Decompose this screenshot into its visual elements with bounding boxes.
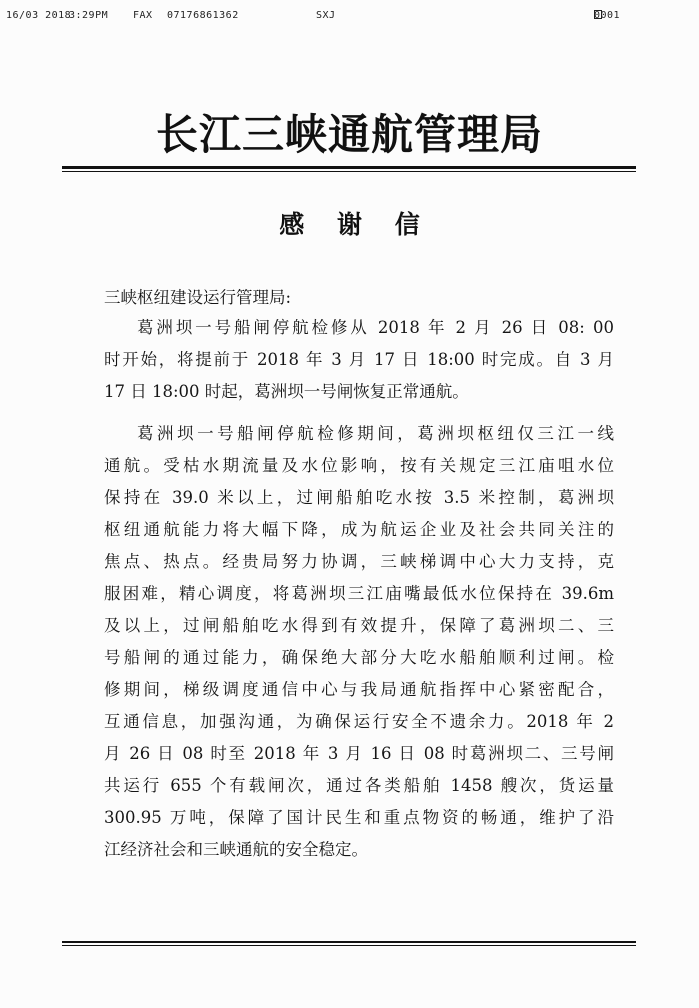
footer-rule-thick xyxy=(62,941,636,943)
paragraph-line: 葛洲坝一号船闸停航检修从 2018 年 2 月 26 日 08: 00 xyxy=(137,318,614,337)
letter-title: 感 谢 信 xyxy=(279,210,432,239)
paragraph-line: 月 26 日 08 时至 2018 年 3 月 16 日 08 时葛洲坝二、三号闸 xyxy=(104,744,614,763)
paragraph-line: 号船闸的通过能力，确保绝大部分大吃水船舶顺利过闸。检 xyxy=(104,648,614,667)
paragraph-line: 修期间，梯级调度通信中心与我局通航指挥中心紧密配合， xyxy=(104,680,614,699)
paragraph-line: 17 日 18:00 时起，葛洲坝一号闸恢复正常通航。 xyxy=(104,382,469,401)
paragraph-line: 保持在 39.0 米以上，过闸船舶吃水按 3.5 米控制，葛洲坝 xyxy=(104,488,614,507)
fax-date: 16/03 2018 xyxy=(6,10,72,21)
organization-title: 长江三峡通航管理局 xyxy=(155,110,543,159)
fax-header xyxy=(6,10,686,26)
paragraph-line: 通航。受枯水期流量及水位影响，按有关规定三江庙咀水位 xyxy=(104,456,614,475)
paragraph-line: 枢纽通航能力将大幅下降，成为航运企业及社会共同关注的 xyxy=(104,520,614,539)
paragraph-line: 及以上，过闸船舶吃水得到有效提升，保障了葛洲坝二、三 xyxy=(104,616,614,635)
paragraph-line: 服困难，精心调度，将葛洲坝三江庙嘴最低水位保持在 39.6m xyxy=(104,584,614,603)
paragraph-1 xyxy=(104,312,614,408)
fax-page-number: 0001 xyxy=(594,10,621,21)
letterhead-rule-thin xyxy=(62,171,636,172)
paragraph-line: 互通信息，加强沟通，为确保运行安全不遗余力。2018 年 2 xyxy=(104,712,614,731)
letterhead-rule-thick xyxy=(62,166,636,169)
paragraph-line: 时开始，将提前于 2018 年 3 月 17 日 18:00 时完成。自 3 月 xyxy=(104,350,614,369)
paragraph-2 xyxy=(104,418,614,866)
footer-rule-thin xyxy=(62,945,636,946)
fax-station: SXJ xyxy=(316,10,336,21)
paragraph-line: 300.95 万吨，保障了国计民生和重点物资的畅通，维护了沿 xyxy=(104,808,614,827)
paragraph-line: 共运行 655 个有载闸次，通过各类船舶 1458 艘次，货运量 xyxy=(104,776,614,795)
paragraph-line: 江经济社会和三峡通航的安全稳定。 xyxy=(104,840,368,859)
fax-label: FAX xyxy=(133,10,153,21)
fax-number: 07176861362 xyxy=(167,10,239,21)
paragraph-line: 焦点、热点。经贵局努力协调，三峡梯调中心大力支持，克 xyxy=(104,552,614,571)
paragraph-line: 葛洲坝一号船闸停航检修期间，葛洲坝枢纽仅三江一线 xyxy=(137,424,614,443)
fax-time: 3:29PM xyxy=(69,10,109,21)
salutation: 三峡枢纽建设运行管理局: xyxy=(104,288,292,307)
